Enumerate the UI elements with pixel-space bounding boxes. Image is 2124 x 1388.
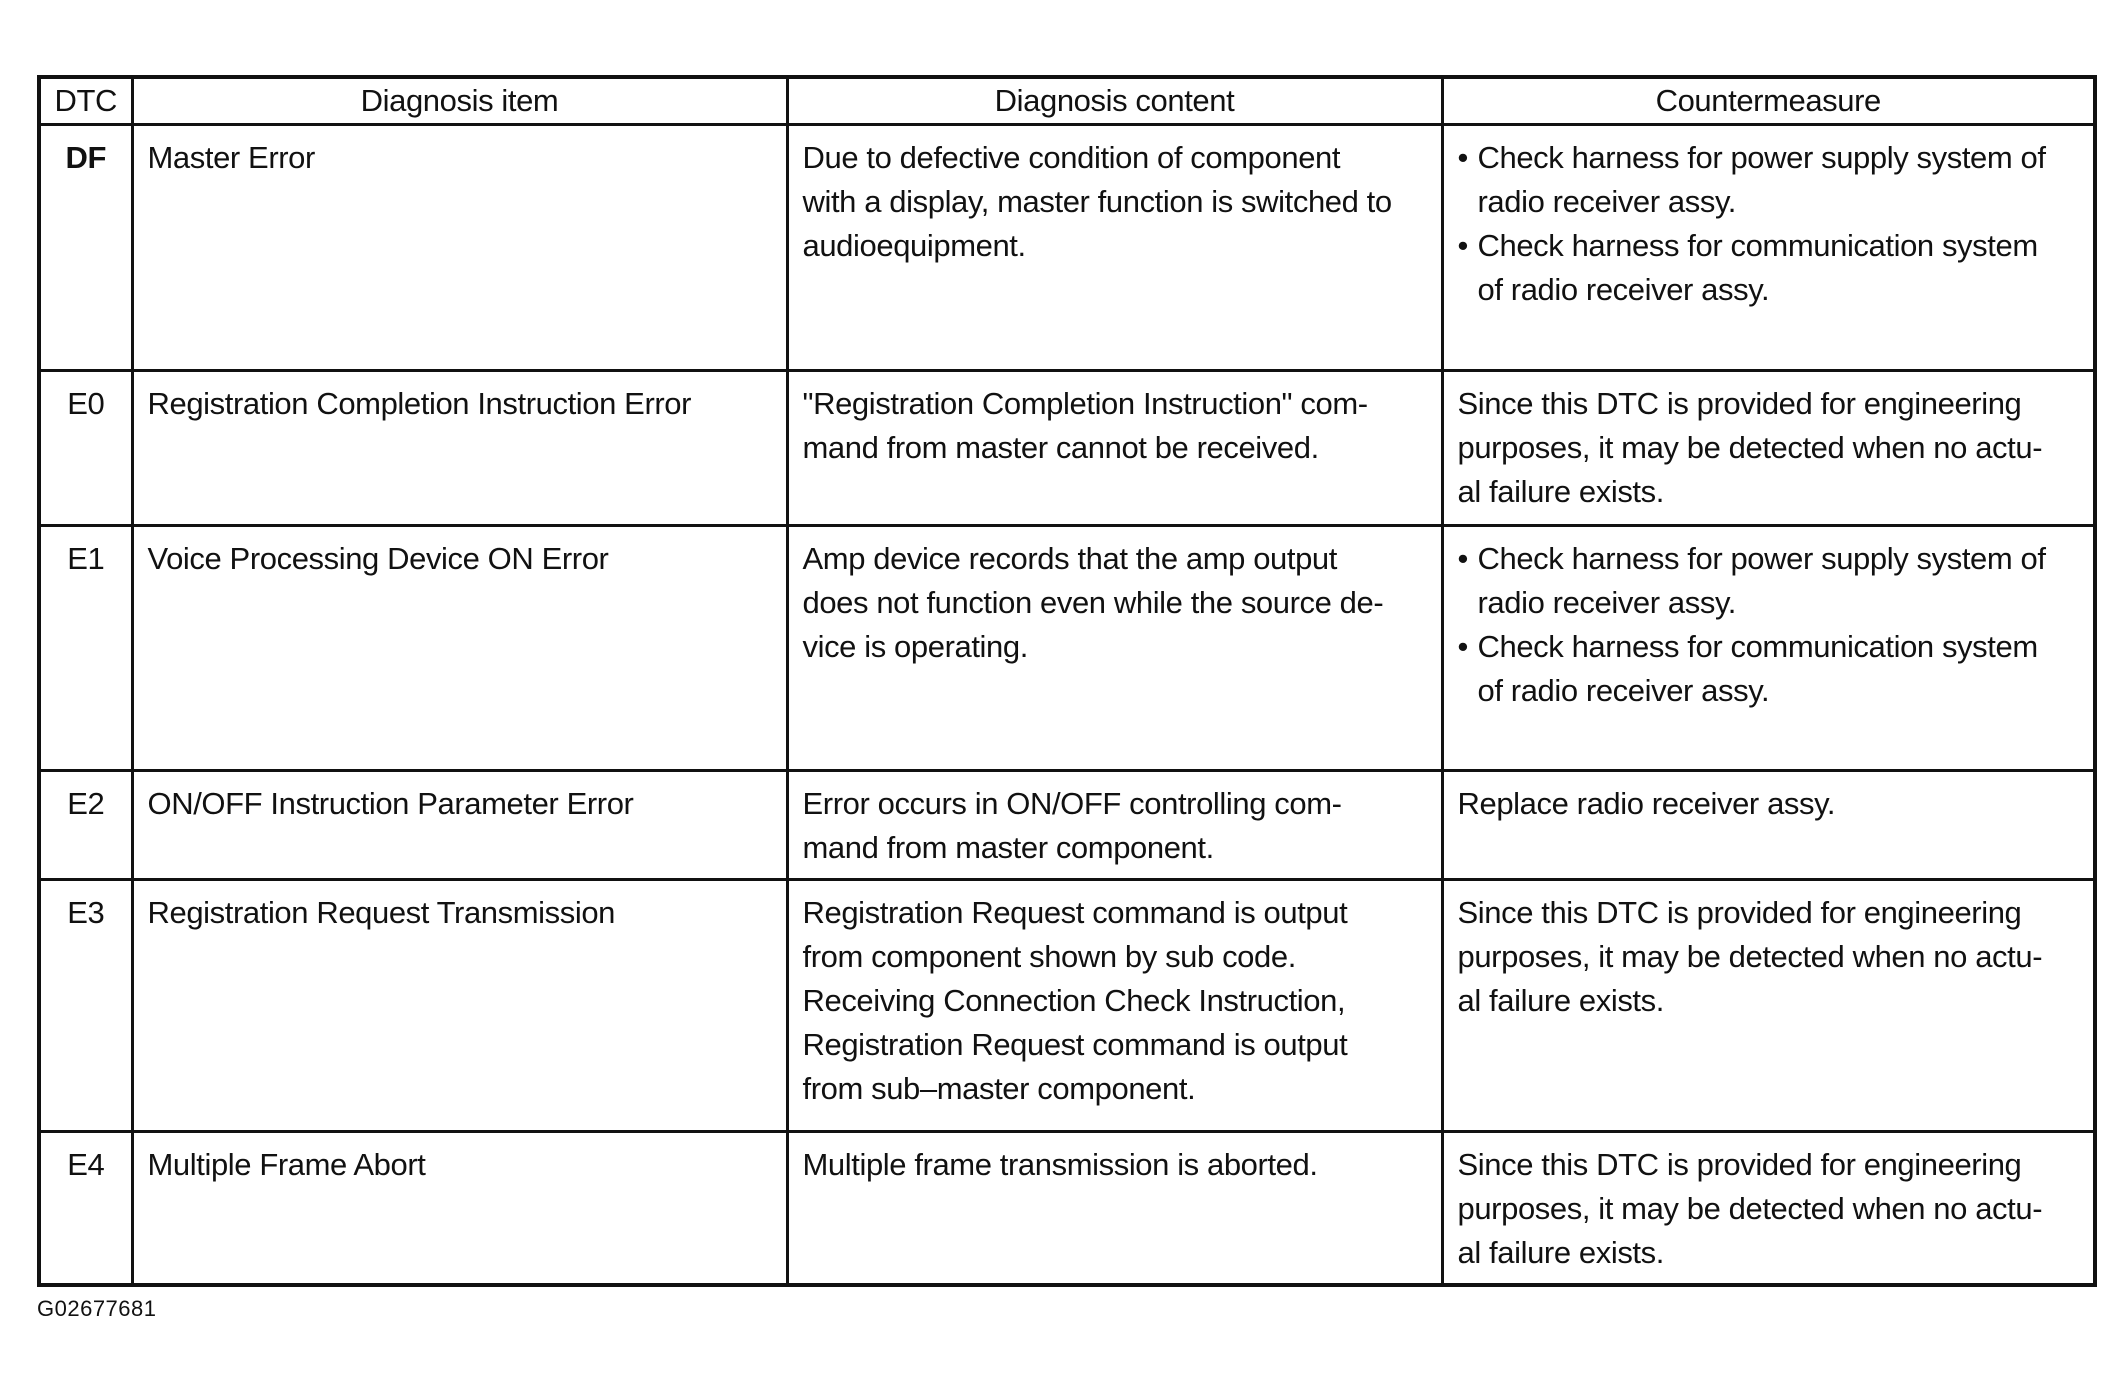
table-row bbox=[39, 880, 2095, 1132]
diagnosis-item-text: Master Error bbox=[147, 140, 315, 175]
diagnosis-item bbox=[132, 771, 787, 880]
table-header-row bbox=[39, 77, 2095, 125]
diagnosis-content-text: Amp device records that the amp output does not function even while the source de- vice is operating. bbox=[802, 541, 1384, 664]
diagnosis-item bbox=[132, 880, 787, 1132]
diagnosis-content-text: Registration Request command is output from component shown by sub code. Receiving Connection Check Instruction, Registration Request command is output from sub–master component. bbox=[802, 895, 1348, 1106]
diagnosis-item-text: ON/OFF Instruction Parameter Error bbox=[147, 786, 634, 821]
countermeasure bbox=[1442, 125, 2095, 371]
header-countermeasure: Countermeasure bbox=[1442, 77, 2095, 125]
diagnosis-item bbox=[132, 1132, 787, 1286]
dtc-code: E3 bbox=[39, 880, 132, 1132]
diagnosis-content bbox=[787, 125, 1442, 371]
diagnosis-item-text: Multiple Frame Abort bbox=[147, 1147, 426, 1182]
countermeasure-list bbox=[1458, 136, 2080, 312]
countermeasure-list bbox=[1458, 537, 2080, 713]
countermeasure-item: • Check harness for power supply system of radio receiver assy. bbox=[1458, 136, 2080, 224]
countermeasure bbox=[1442, 371, 2095, 526]
countermeasure-text: Since this DTC is provided for engineering purposes, it may be detected when no actu- al failure exists. bbox=[1457, 895, 2043, 1018]
diagnosis-item bbox=[132, 125, 787, 371]
table-row bbox=[39, 371, 2095, 526]
diagnosis-content-text: Error occurs in ON/OFF controlling com- mand from master component. bbox=[802, 786, 1342, 865]
dtc-code: E2 bbox=[39, 771, 132, 880]
countermeasure-item: • Check harness for communication system of radio receiver assy. bbox=[1458, 224, 2080, 312]
diagnosis-item bbox=[132, 371, 787, 526]
countermeasure-text: Since this DTC is provided for engineering purposes, it may be detected when no actu- al failure exists. bbox=[1457, 1147, 2043, 1270]
header-dtc: DTC bbox=[39, 77, 132, 125]
diagnosis-content bbox=[787, 771, 1442, 880]
countermeasure bbox=[1442, 526, 2095, 771]
countermeasure bbox=[1442, 880, 2095, 1132]
dtc-code: E1 bbox=[39, 526, 132, 771]
countermeasure-item: • Check harness for power supply system of radio receiver assy. bbox=[1458, 537, 2080, 625]
diagnosis-content bbox=[787, 526, 1442, 771]
countermeasure bbox=[1442, 771, 2095, 880]
dtc-code: E4 bbox=[39, 1132, 132, 1286]
diagnosis-content bbox=[787, 1132, 1442, 1286]
diagnosis-content-text: Due to defective condition of component with a display, master function is switched to audioequipment. bbox=[802, 140, 1392, 263]
diagnosis-item bbox=[132, 526, 787, 771]
table-row bbox=[39, 526, 2095, 771]
diagnosis-item-text: Registration Completion Instruction Error bbox=[147, 386, 692, 421]
diagnosis-content bbox=[787, 371, 1442, 526]
table-row bbox=[39, 771, 2095, 880]
diagnosis-content-text: Multiple frame transmission is aborted. bbox=[802, 1147, 1318, 1182]
dtc-table bbox=[37, 75, 2097, 1287]
countermeasure bbox=[1442, 1132, 2095, 1286]
table-row bbox=[39, 125, 2095, 371]
diagnosis-content bbox=[787, 880, 1442, 1132]
dtc-code: E0 bbox=[39, 371, 132, 526]
dtc-code: DF bbox=[39, 125, 132, 371]
diagnosis-content-text: "Registration Completion Instruction" com- mand from master cannot be received. bbox=[802, 386, 1368, 465]
countermeasure-text: Replace radio receiver assy. bbox=[1457, 786, 1836, 821]
header-diagnosis-item: Diagnosis item bbox=[132, 77, 787, 125]
diagnosis-item-text: Voice Processing Device ON Error bbox=[147, 541, 609, 576]
diagnosis-item-text: Registration Request Transmission bbox=[147, 895, 616, 930]
table-row bbox=[39, 1132, 2095, 1286]
countermeasure-text: Since this DTC is provided for engineering purposes, it may be detected when no actu- al failure exists. bbox=[1457, 386, 2043, 509]
countermeasure-item: • Check harness for communication system of radio receiver assy. bbox=[1458, 625, 2080, 713]
header-diagnosis-content: Diagnosis content bbox=[787, 77, 1442, 125]
figure-id: G02677681 bbox=[37, 1296, 157, 1321]
